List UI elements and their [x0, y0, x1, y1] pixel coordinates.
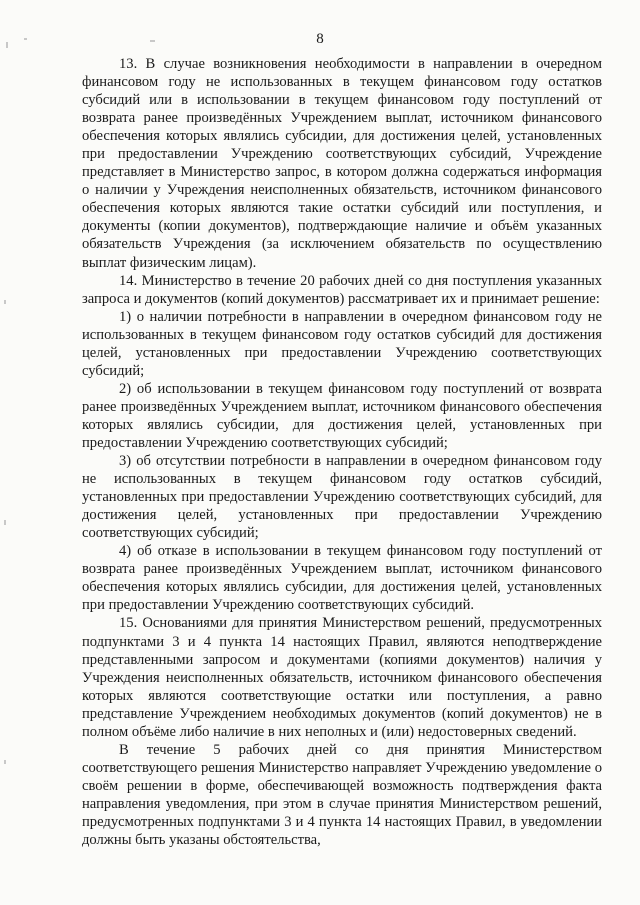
scan-artifact	[4, 760, 6, 764]
paragraph-14: 14. Министерство в течение 20 рабочих дней со дня поступления указанных запроса и документов (копий документов) рассматривает их и принимает решение:	[82, 272, 602, 307]
document-body	[82, 55, 602, 849]
scan-artifact	[4, 520, 6, 525]
paragraph-13: 13. В случае возникновения необходимости в направлении в очередном финансовом году не использованных в текущем финансовом году остатков субсидий или в использовании в текущем финансовом году поступлений от возврата ранее произведённых Учреждением выплат, источником финансового обеспечения которых являлись субсидии, для достижения целей, установленных при предоставлении Учреждению соответствующих субсидий, Учреждение представляет в Министерство запрос, в котором должна содержаться информация о наличии у Учреждения неисполненных обязательств, источником финансового обеспечения которых являются такие остатки субсидий или поступления, и документы (копии документов), подтверждающие наличие и объём указанных обязательств Учреждения (за исключением обязательств по осуществлению выплат физическим лицам).	[82, 56, 602, 271]
page-number: 8	[316, 31, 324, 47]
subparagraph-3: 3) об отсутствии потребности в направлении в очередном финансовом году не использованных в текущем финансовом году остатков субсидий, установленных при предоставлении Учреждению соответствующих субсидий, для достижения целей, установленных при предоставлении Учреждению соответствующих субсидий;	[82, 453, 602, 542]
subparagraph-1: 1) о наличии потребности в направлении в очередном финансовом году не использованных в текущем финансовом году остатков субсидий для достижения целей, установленных при предоставлении Учреждению соответствующих субсидий;	[82, 308, 602, 379]
paragraph-15: 15. Основаниями для принятия Министерством решений, предусмотренных подпунктами 3 и 4 пункта 14 настоящих Правил, являются неподтверждение представленными запросом и документами (копиями документов) наличия у Учреждения неисполненных обязательств, источником финансового обеспечения которых являются соответствующие остатки или поступления, а равно представление Учреждением необходимых документов (копий документов) не в полном объёме либо наличие в них неполных и (или) недостоверных сведений.	[82, 615, 602, 740]
paragraph-15-notice: В течение 5 рабочих дней со дня принятия Министерством соответствующего решения Министерство направляет Учреждению уведомление о своём решении в форме, обеспечивающей возможность подтверждения факта направления уведомления, при этом в случае принятия Министерством решений, предусмотренных подпунктами 3 и 4 пункта 14 настоящих Правил, в уведомлении должны быть указаны обстоятельства,	[82, 741, 602, 849]
subparagraph-4: 4) об отказе в использовании в текущем финансовом году поступлений от возврата ранее произведённых Учреждением выплат, источником финансового обеспечения которых являлись субсидии, для достижения целей, установленных при предоставлении Учреждению соответствующих субсидий.	[82, 543, 602, 614]
scan-artifact	[4, 300, 6, 304]
subparagraph-2: 2) об использовании в текущем финансовом году поступлений от возврата ранее произведённых Учреждением выплат, источником финансового обеспечения которых являлись субсидии, для достижения целей, установленных при предоставлении Учреждению соответствующих субсидий;	[82, 380, 602, 451]
